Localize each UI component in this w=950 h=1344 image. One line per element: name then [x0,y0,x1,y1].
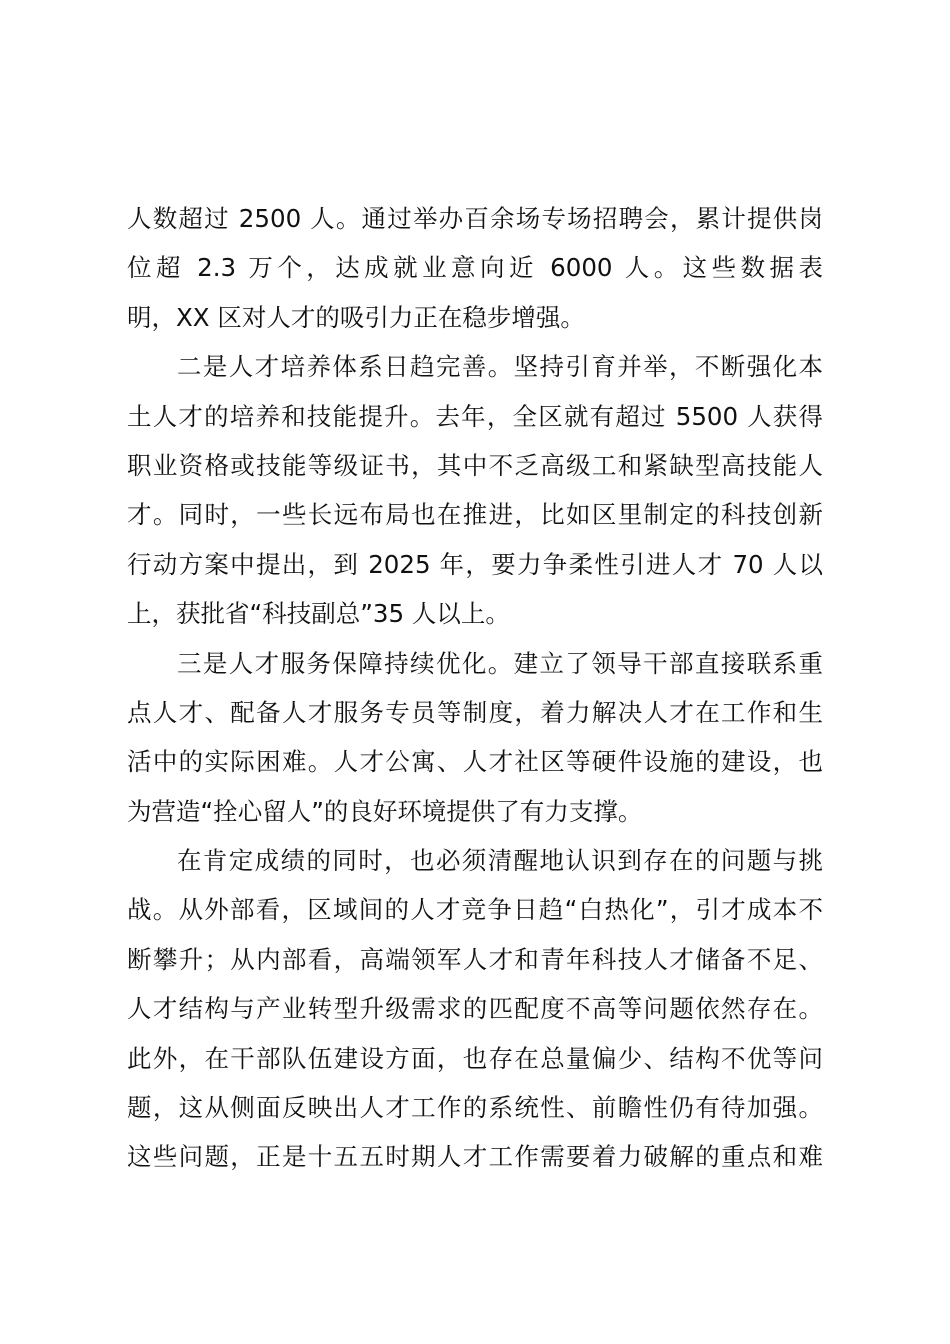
text-line: 活中的实际困难。人才公寓、人才社区等硬件设施的建设，也 [127,747,823,777]
text-line: 土人才的培养和技能提升。去年，全区就有超过 5500 人获得 [127,401,823,431]
text-line: 这些问题，正是十五五时期人才工作需要着力破解的重点和难 [127,1142,823,1172]
text-line: 题，这从侧面反映出人才工作的系统性、前瞻性仍有待加强。 [127,1093,823,1123]
text-line: 行动方案中提出，到 2025 年，要力争柔性引进人才 70 人以 [127,549,823,579]
paragraph-start-line: 在肯定成绩的同时，也必须清醒地认识到存在的问题与挑 [177,846,823,876]
text-line: 人数超过 2500 人。通过举办百余场专场招聘会，累计提供岗 [127,204,823,233]
text-line: 职业资格或技能等级证书，其中不乏高级工和紧缺型高技能人 [127,450,823,480]
text-line: 人才结构与产业转型升级需求的匹配度不高等问题依然存在。 [127,994,823,1024]
text-line: 断攀升；从内部看，高端领军人才和青年科技人才储备不足、 [127,944,823,974]
text-line: 为营造“拴心留人”的良好环境提供了有力支撑。 [127,796,643,826]
body-text [127,194,823,1182]
text-line: 上，获批省“科技副总”35 人以上。 [127,599,510,629]
text-line: 此外，在干部队伍建设方面，也存在总量偏少、结构不优等问 [127,1043,823,1073]
text-line: 才。同时，一些长远布局也在推进，比如区里制定的科技创新 [127,500,823,530]
paragraph-start-line: 三是人才服务保障持续优化。建立了领导干部直接联系重 [177,648,823,678]
text-line: 位超 2.3 万个，达成就业意向近 6000 人。这些数据表 [127,253,823,283]
text-line: 明，XX 区对人才的吸引力正在稳步增强。 [127,302,585,332]
paragraph-start-line: 二是人才培养体系日趋完善。坚持引育并举，不断强化本 [177,352,823,382]
text-line: 点人才、配备人才服务专员等制度，着力解决人才在工作和生 [127,697,823,727]
text-line: 战。从外部看，区域间的人才竞争日趋“白热化”，引才成本不 [127,895,823,925]
